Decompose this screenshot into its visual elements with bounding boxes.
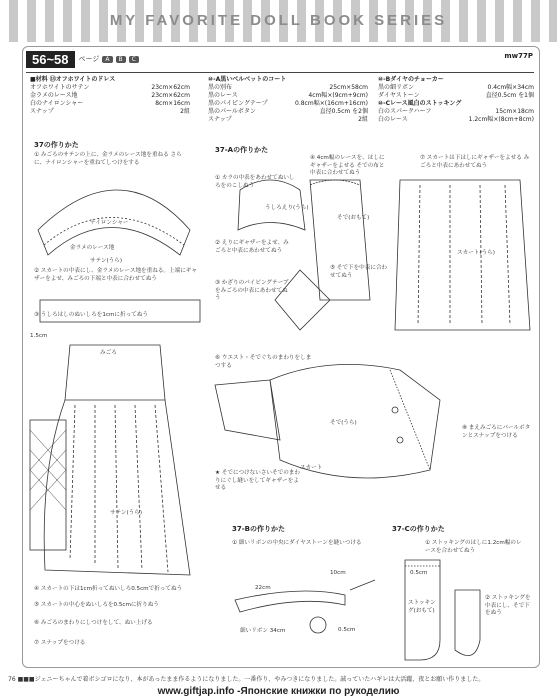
label-satin-top: サテン(うら) (90, 258, 123, 264)
note-coat-9: ⑧ まえみごろにパールボタンとスナップをつける (462, 425, 531, 439)
note-coat-4: ④ 4cm幅のレースを、はしにギャザーをよせる そでの布と中表に合わせてぬう (310, 155, 385, 176)
label-nylon: ナイロンシャー (90, 220, 129, 226)
note-dress-4: ④ スカートの下は1cm折ってぬいしろ0.5cmで折ってぬう (34, 586, 183, 592)
dress-skirt-gathers (70, 405, 168, 572)
model-ref: mw77P (504, 52, 533, 60)
material-size: 1.2cm幅×(8cm+8cm) (468, 116, 534, 123)
material-size: 23cm×62cm (151, 84, 190, 91)
label-migoro: みごろ (100, 350, 117, 356)
note-coat-7: ★ そでにつけないさいそでのまわりにぐし縫いをしてギャザーをよせる (215, 470, 300, 491)
materials-title: ⑩-Bダイヤのチョーカー (378, 76, 444, 83)
stocking-right (455, 590, 480, 656)
series-title: MY FAVORITE DOLL BOOK SERIES (109, 12, 448, 29)
material-name: 白のレース (378, 116, 408, 123)
material-name: 金ラメのレース地 (30, 92, 78, 99)
label-22cm: 22cm (255, 585, 271, 591)
material-size: 直径0.5cm を2個 (319, 108, 368, 115)
coat-left-sleeve (215, 380, 280, 440)
footer-url[interactable]: www.giftjap.info -Японские книжки по рукоделию (157, 686, 400, 697)
note-choker-1: ① 細いリボンの中央にダイヤストーンを縫いつける (232, 540, 362, 546)
page-number: 76 (8, 676, 16, 683)
label-collar: うしろえり(うら) (265, 205, 309, 211)
note-coat-1: ① カラの中表をあわせてぬいしろをのこしぬう (215, 175, 295, 189)
footer-text (8, 674, 484, 683)
coat-sleeve (310, 180, 370, 300)
note-dress-6: ⑥ みごろのまわりにしつけをして、ぬい上げる (34, 620, 153, 626)
tag-c: C (129, 56, 139, 63)
label-skirt: スカート(うら) (457, 250, 495, 256)
note-coat-2: ② えりにギャザーをよせ、みごろと中表にあわせてぬう (215, 240, 289, 254)
label-ribbon: 細いリボン 34cm (240, 628, 286, 634)
note-coat-8: ⑦ スカートは下はしにギャザーをよせる みごろと中表にあわせてぬう (420, 155, 530, 169)
note-coat-5: ⑤ そで下を中表に合わせてぬう (330, 265, 388, 279)
section-coat-a: 37-Aの作りかた (215, 146, 269, 154)
material-name: 黒のパイピングテープ (208, 100, 268, 107)
choker-ribbon-end (350, 580, 375, 590)
material-name: 黒のレース (208, 92, 238, 99)
material-size: 0.4cm幅×34cm (487, 84, 534, 91)
material-size: 8cm×16cm (155, 100, 190, 107)
page-range: 56~58 (26, 51, 75, 68)
coat-lapel (390, 370, 430, 470)
note-stocking-2: ② ストッキングを中表にし、そで下をぬう (485, 595, 531, 616)
coat-button (392, 407, 398, 413)
material-size: 0.8cm幅×(16cm+16cm) (295, 100, 368, 107)
tag-b: B (116, 56, 126, 63)
materials-title: ⑩-A黒いベルベットのコート (208, 76, 287, 83)
material-size: 直径0.5cm を1個 (485, 92, 534, 99)
label-1-5cm: 1.5cm (30, 333, 48, 339)
material-size: 4cm幅×(9cm+9cm) (308, 92, 368, 99)
note-coat-3: ③ かざりのパイピングテープをみごろの中表にあわせてぬう (215, 280, 289, 301)
material-size: 2組 (358, 116, 368, 123)
coat-button (397, 437, 403, 443)
tag-a: A (102, 56, 112, 63)
page-suffix: ページ (78, 55, 100, 63)
footer-comment: ■■■ジェニーちゃんで着ボシゴロになり、本があったまま作るようになりました。一番作り、やみつきになりました。誠っていたハギレは大活躍、夜とお願い作りました。 (17, 676, 485, 683)
material-size: 23cm×62cm (151, 92, 190, 99)
label-10cm: 10cm (330, 570, 346, 576)
material-name: 白のナイロンシャー (30, 100, 84, 107)
note-dress-7: ⑦ スナップをつける (34, 640, 86, 646)
label-skirt-coat: スカート (300, 465, 323, 471)
material-size: 2組 (180, 108, 190, 115)
section-stocking-c: 37-Cの作りかた (392, 525, 445, 533)
label-sleeve-front: そで(おもて) (337, 215, 370, 221)
note-dress-5: ⑤ スカートの中心をぬいしろを0.5cmに折りぬう (34, 602, 159, 608)
label-lace: 金ラメのレース地 (70, 245, 115, 251)
label-stocking: ストッキング(おもて) (408, 600, 436, 614)
coat-sleeve-lace (310, 180, 360, 185)
material-name: 白のスパークハーフ (378, 108, 432, 115)
material-name: 黒の別布 (208, 84, 233, 91)
material-name: スナップ (30, 108, 54, 115)
materials-title: ■材料 ⑬オフホワイトのドレス (30, 76, 116, 83)
choker-ribbon (235, 591, 345, 612)
note-dress-1: ① みごろのサテンの上に、金ラメのレース地を重ねる さらに、ナイロンシャーを重ねてしつけをする (34, 152, 182, 166)
material-name: ダイヤストーン (378, 92, 420, 99)
note-dress-2: ② スカートの中表にし、金ラメのレース地を重ねる。上端にギャザーをよせ、みごろの下端と中表に合わせてぬう (34, 268, 197, 282)
lace-pattern (30, 430, 66, 510)
label-0-5cm: 0.5cm (338, 627, 356, 633)
label-satin: サテン(うら) (110, 510, 143, 516)
section-choker-b: 37-Bの作りかた (232, 525, 285, 533)
material-size: 15cm×18cm (495, 108, 534, 115)
material-name: オフホワイトのサテン (30, 84, 90, 91)
materials-title: ⑩-Cレース風白のストッキング (378, 100, 462, 107)
section-dress: 37の作りかた (34, 141, 79, 149)
lace-panel (30, 420, 66, 550)
note-stocking-1: ① ストッキングのはしに1.2cm幅のレースを合わせてぬう (425, 540, 522, 554)
material-name: 黒のパールボタン (208, 108, 256, 115)
note-dress-3: ③ うしろはしのぬいしろを1cmに折ってぬう (34, 312, 148, 318)
material-name: スナップ (208, 116, 232, 123)
diamond-stone (310, 617, 326, 633)
material-size: 25cm×58cm (329, 84, 368, 91)
label-0-5cm-stocking: 0.5cm (410, 570, 428, 576)
note-coat-6: ⑥ ウエスト・そでぐちのまわりをしまつする (215, 355, 312, 369)
label-sleeve-back: そで(うら) (330, 420, 357, 426)
material-name: 黒の細リボン (378, 84, 415, 91)
